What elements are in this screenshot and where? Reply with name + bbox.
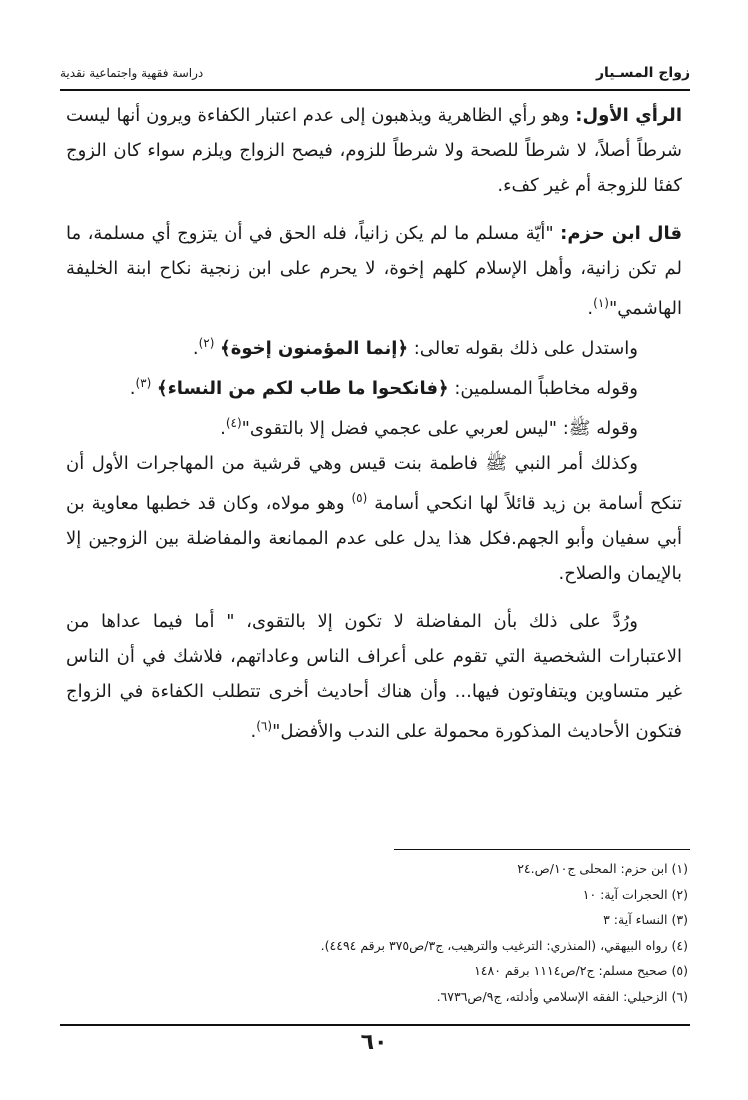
paragraph-hadith: وقوله ﷺ: "ليس لعربي على عجمي فضل إلا بالتقوى"$^{(٤)}$.	[220, 416, 638, 439]
footnote-ref-2: (٢)	[198, 336, 215, 350]
footnote-ref-1: (١)	[593, 296, 609, 310]
footnote-ref-3: (٣)	[135, 376, 152, 390]
fatima-text-a: وكذلك أمر النبي ﷺ فاطمة بنت قيس وهي قرشية من المهاجرات الأول أن تنكح أسامة بن زيد قائلاً لها انكحي أسامة	[66, 453, 682, 514]
first-opinion-heading: الرأي الأول:	[575, 105, 682, 126]
paragraph-ibn-hazm: قال ابن حزم: "أيّة مسلم ما لم يكن زانياً، فله الحق في أن يتزوج أي مسلمة، ما لم تكن زانية، وأهل الإسلام كلهم إخوة، لا يحرم على ابن زنجية نكاح ابنة الخليفة الهاشمي"$^{(١)}$.	[66, 223, 682, 319]
book-subtitle: دراسة فقهية واجتماعية نقدية	[60, 66, 204, 80]
footnotes	[60, 856, 688, 1010]
main-text	[66, 98, 682, 749]
quran-verse-1: ﴿إنما المؤمنون إخوة﴾	[220, 338, 408, 359]
paragraph-first-opinion	[66, 98, 682, 203]
page-number: ٦٠	[360, 1030, 388, 1055]
fatima-text-b: وهو مولاه، وكان قد خطبها معاوية بن أبي سفيان وأبو الجهم.فكل هذا يدل على عدم الممانعة والمفاضلة بين الزوجين إلا بالإيمان والصلاح.	[66, 493, 682, 584]
footnote-1: (١) ابن حزم: المحلى ج١٠/ص.٢٤	[517, 861, 688, 876]
paragraph-evidence-quran-2: وقوله مخاطباً المسلمين: ﴿فانكحوا ما طاب لكم من النساء﴾ $^{(٣)}$.	[129, 376, 638, 399]
rebuttal-text: ورُدَّ على ذلك بأن المفاضلة لا تكون إلا بالتقوى، " أما فيما عداها من الاعتبارات الشخصية التي تقوم على أعراف الناس وعاداتهم، فلاشك في أن الناس غير متساوين ويتفاوتون فيها... وأن هناك أحاديث أخرى تتطلب الكفاءة في الزواج فتكون الأحاديث المذكورة محمولة على الندب والأفضل"	[66, 611, 682, 742]
footnote-ref-4: (٤)	[225, 416, 242, 430]
ibn-hazm-text: "أيّة مسلم ما لم يكن زانياً، فله الحق في أن يتزوج أي مسلمة، ما لم تكن زانية، وأهل الإسلام كلهم إخوة، لا يحرم على ابن زنجية نكاح ابنة الخليفة الهاشمي"	[66, 223, 682, 319]
quran-verse-2: ﴿فانكحوا ما طاب لكم من النساء﴾	[157, 378, 449, 399]
paragraph-fatima-bint-qays	[66, 446, 682, 591]
footnote-ref-5: (٥)	[351, 491, 368, 505]
book-title: زواج المسـيار	[595, 65, 690, 81]
footnote-2: (٢) الحجرات آية: ١٠	[582, 886, 688, 902]
evidence-text-2: وقوله مخاطباً المسلمين:	[448, 378, 638, 399]
ibn-hazm-heading: قال ابن حزم:	[560, 223, 682, 244]
footnote-6: (٦) الزحيلي: الفقه الإسلامي وأدلته، ج٩/ص٦٧٣٦.	[436, 988, 688, 1004]
footer-divider	[60, 1024, 690, 1026]
footnote-5: (٥) صحيح مسلم: ج٢/ص١١١٤ برقم ١٤٨٠	[474, 963, 688, 979]
footnote-4: (٤) رواه البيهقي، (المنذري: الترغيب والترهيب، ج٣/ص٣٧٥ برقم ٤٤٩٤).	[320, 937, 688, 953]
evidence-text-1: واستدل على ذلك بقوله تعالى:	[408, 338, 638, 359]
first-opinion-text: وهو رأي الظاهرية ويذهبون إلى عدم اعتبار الكفاءة ويرون أنها ليست شرطاً أصلاً، لا شرطاً للصحة ولا شرطاً للزوم، فيصح الزواج ويلزم سواء كان الزوج كفئا للزوجة أم غير كفء.	[66, 105, 682, 196]
footnote-3: (٣) النساء آية: ٣	[603, 912, 688, 928]
footnote-divider	[394, 849, 690, 850]
footnote-ref-6: (٦)	[256, 719, 273, 733]
hadith-text: وقوله ﷺ: "ليس لعربي على عجمي فضل إلا بالتقوى"	[241, 418, 638, 439]
paragraph-rebuttal: ورُدَّ على ذلك بأن المفاضلة لا تكون إلا بالتقوى، " أما فيما عداها من الاعتبارات الشخصية التي تقوم على أعراف الناس وعاداتهم، فلاشك في أن الناس غير متساوين ويتفاوتون فيها... وأن هناك أحاديث أخرى تتطلب الكفاءة في الزواج فتكون الأحاديث المذكورة محمولة على الندب والأفضل"$^{(٦)}$.	[66, 611, 682, 742]
paragraph-evidence-quran-1: واستدل على ذلك بقوله تعالى: ﴿إنما المؤمنون إخوة﴾ $^{(٢)}$.	[192, 336, 638, 359]
running-header	[60, 62, 690, 84]
header-divider	[60, 89, 690, 91]
